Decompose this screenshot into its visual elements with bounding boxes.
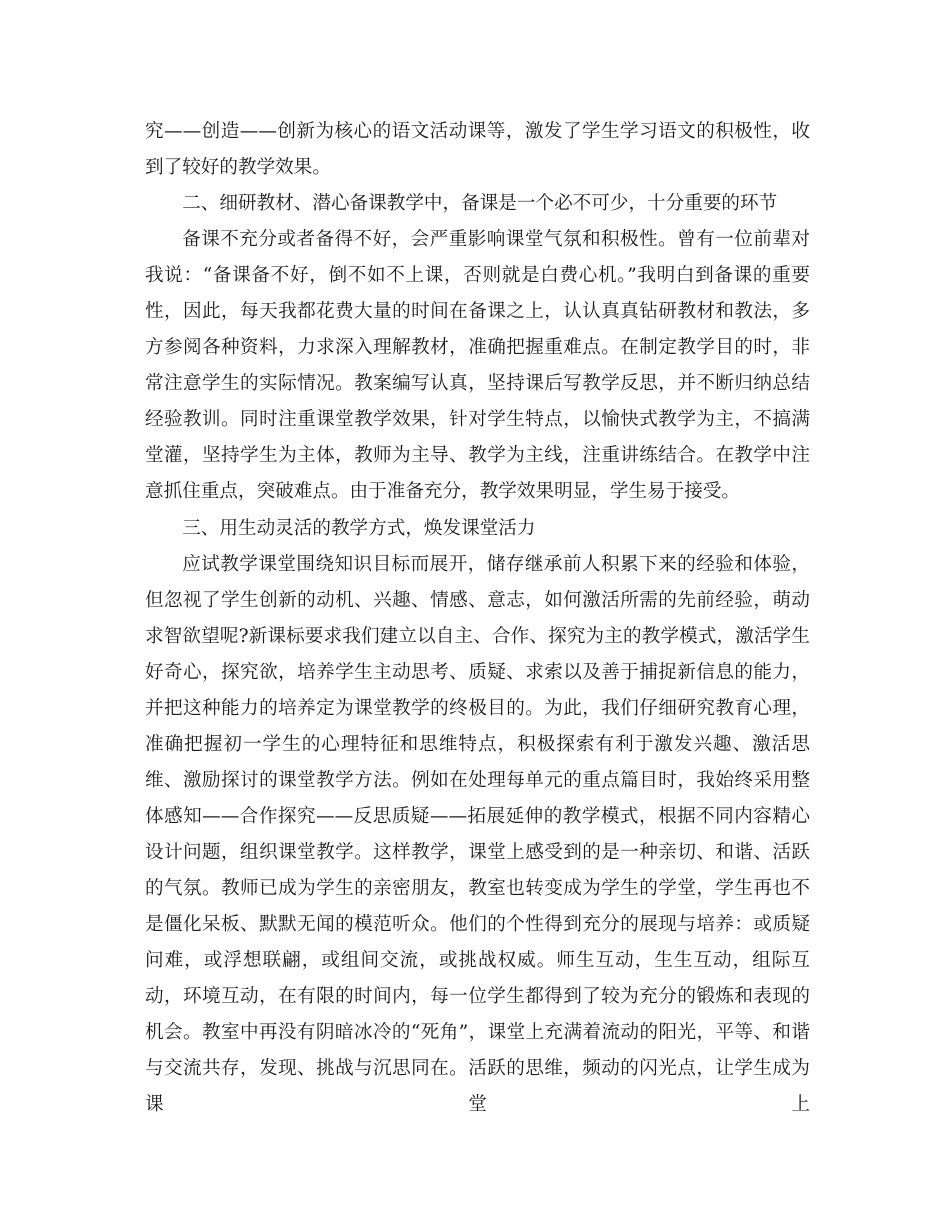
section-heading-3: 三、用生动灵活的教学方式，焕发课堂活力	[182, 517, 536, 539]
paragraph-continuation: 究——创造——创新为核心的语文活动课等，激发了学生学习语文的积极性，收到了较好的教学效果。	[145, 121, 810, 179]
paragraph-teaching-method: 应试教学课堂围绕知识目标而展开，储存继承前人积累下来的经验和体验，但忽视了学生创新的动机、兴趣、情感、意志，如何激活所需的先前经验，萌动求智欲望呢?新课标要求我们建立以自主、合作、探究为主的教学模式，激活学生好奇心，探究欲，培养学生主动思考、质疑、求索以及善于捕捉新信息的能力，并把这种能力的培养定为课堂教学的终极目的。为此，我们仔细研究教育心理，准确把握初一学生的心理特征和思维特点，积极探索有利于激发兴趣、激活思维、激励探讨的课堂教学方法。例如在处理每单元的重点篇目时，我始终采用整体感知——合作探究——反思质疑——拓展延伸的教学模式，根据不同内容精心设计问题，组织课堂教学。这样教学，课堂上感受到的是一种亲切、和谐、活跃的气氛。教师已成为学生的亲密朋友，教室也转变成为学生的学堂，学生再也不是僵化呆板、默默无闻的模范听众。他们的个性得到充分的展现与培养：或质疑问难，或浮想联翩，或组间交流，或挑战权威。师生互动，生生互动，组际互动，环境互动，在有限的时间内，每一位学生都得到了较为充分的锻炼和表现的机会。教室中再没有阴暗冰冷的“死角”，课堂上充满着流动的阳光，平等、和谐与交流共存，发现、挑战与沉思同在。活跃的思维，频动的闪光点，让学生成为课堂上	[145, 553, 810, 1116]
document-body	[145, 114, 810, 1123]
section-heading-2: 二、细研教材、潜心备课教学中，备课是一个必不可少，十分重要的环节	[182, 193, 778, 215]
paragraph-lesson-prep: 备课不充分或者备得不好，会严重影响课堂气氛和积极性。曾有一位前辈对我说：“备课备不好，倒不如不上课，否则就是白费心机。”我明白到备课的重要性，因此，每天我都花费大量的时间在备课之上，认认真真钻研教材和教法，多方参阅各种资料，力求深入理解教材，准确把握重难点。在制定教学目的时，非常注意学生的实际情况。教案编写认真，坚持课后写教学反思，并不断归纳总结经验教训。同时注重课堂教学效果，针对学生特点，以愉快式教学为主，不搞满堂灌，坚持学生为主体，教师为主导、教学为主线，注重讲练结合。在教学中注意抓住重点，突破难点。由于准备充分，教学效果明显，学生易于接受。	[145, 229, 810, 503]
